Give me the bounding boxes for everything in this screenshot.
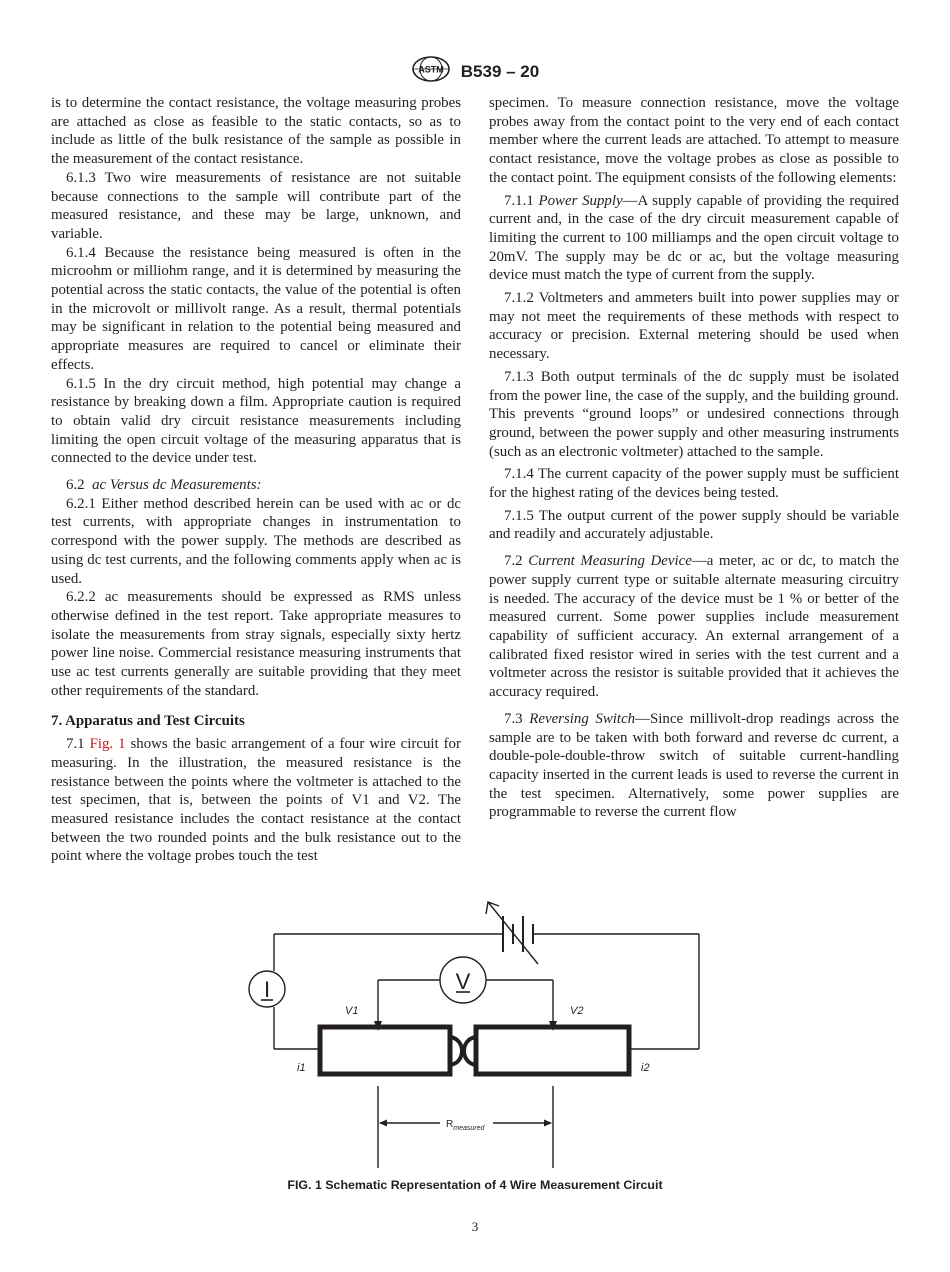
section-number: 7.1 bbox=[66, 736, 85, 753]
paragraph-6-2 bbox=[51, 476, 461, 495]
figure-link[interactable]: Fig. 1 bbox=[89, 736, 126, 753]
paragraph: is to determine the contact resistance, the voltage measuring probes are attached as close as feasible to the static contacts, so as to include as little of the bulk resistance of the sample as possible in the measurement of the contact resistance. bbox=[51, 95, 461, 168]
section-heading: 7. Apparatus and Test Circuits bbox=[51, 712, 245, 729]
ammeter-label: I bbox=[263, 977, 271, 1002]
paragraph-7-2 bbox=[489, 552, 899, 702]
r-measured-label bbox=[446, 1119, 485, 1132]
svg-text:ASTM: ASTM bbox=[418, 64, 444, 75]
paragraph-7-1-5: 7.1.5 The output current of the power supply should be variable and readily and accurately adjustable. bbox=[489, 507, 899, 543]
dimension-arrowhead-left bbox=[379, 1120, 387, 1127]
subsection-title: Current Measuring Device bbox=[528, 553, 692, 570]
figure-caption: FIG. 1 Schematic Representation of 4 Wire Measurement Circuit bbox=[287, 1178, 663, 1192]
i2-label: i2 bbox=[641, 1062, 650, 1074]
left-column bbox=[51, 94, 461, 866]
dimension-arrowhead-right bbox=[544, 1120, 552, 1127]
page-number: 3 bbox=[471, 1219, 479, 1234]
paragraph-6-2-2: 6.2.2 ac measurements should be expressed as RMS unless otherwise defined in the test report. Take appropriate measures to isolate the measurements from stray signals, especially sixty hertz power line noise. Commercial resistance measuring instruments that use ac test currents generally are suitable providing that they meet other requirements of the standard. bbox=[51, 589, 461, 699]
paragraph-text: shows the basic arrangement of a four wire circuit for measuring. In the illustration, the measured resistance is the resistance between the points where the voltmeter is attached to the test specimen, that is, between the points of V1 and V2. The measured resistance includes the contact resistance at the contact between the two rounded points and the bulk resistance out to the point where the voltage probes touch the test bbox=[51, 736, 461, 865]
paragraph-text: —Since millivolt-drop readings across the sample are to be taken with both forward and reverse dc current, a double-pole-double-throw switch of suitable current-handling capacity inserted in the current leads is used to reverse the current in the test specimen. Alternatively, some power supplies are programmable to reverse the current flow bbox=[489, 710, 899, 821]
astm-logo bbox=[411, 56, 451, 87]
page-header bbox=[0, 56, 950, 82]
r-symbol: R bbox=[446, 1119, 454, 1130]
subsection-title: Power Supply bbox=[538, 192, 623, 209]
v1-label: V1 bbox=[345, 1005, 359, 1017]
paragraph-6-1-5: 6.1.5 In the dry circuit method, high potential may change a resistance by breaking down a film. Appropriate caution is required to obtain valid dry circuit resistance measurements including limiting the open circuit voltage of the measuring apparatus that is connected to the device under test. bbox=[51, 375, 461, 467]
voltmeter-label: V bbox=[455, 969, 471, 994]
contact-block-left bbox=[320, 1027, 450, 1074]
paragraph-7-3 bbox=[489, 710, 899, 822]
paragraph-text: —a meter, ac or dc, to match the power supply current type or suitable alternate measuring circuitry is needed. The accuracy of the device must be 1 % or better of the measured current. Some power supplies include measurement capability of sufficient accuracy. An external arrangement of a calibrated fixed resistor wired in series with the test current and a voltmeter across the resistor is suitable provided that it achieves the accuracy required. bbox=[489, 553, 899, 701]
document-number: B539 – 20 bbox=[460, 61, 540, 81]
paragraph-7-1-2: 7.1.2 Voltmeters and ammeters built into power supplies may or may not meet the requirements of these methods with respect to accuracy or precision. External metering should be used when necessary. bbox=[489, 290, 899, 363]
subsection-title: ac Versus dc Measurements: bbox=[92, 477, 262, 494]
paragraph-7-1-3: 7.1.3 Both output terminals of the dc supply must be isolated from the power line, the case of the supply, and the building ground. This prevents “ground loops” or undesired connections through ground, between the power supply and other measuring instruments (such as an electronic voltmeter) attached to the sample. bbox=[489, 368, 899, 460]
section-number: 7.2 bbox=[504, 553, 523, 570]
paragraph-6-2-1: 6.2.1 Either method described herein can be used with ac or dc test currents, with appropriate changes in instrumentation to correspond with the power supply. The methods are described as using dc test currents, and the following comments apply when ac is used. bbox=[51, 495, 461, 587]
paragraph-7-1-1 bbox=[489, 192, 899, 286]
section-number: 7.3 bbox=[504, 710, 523, 727]
v2-label: V2 bbox=[570, 1005, 584, 1017]
i1-label: i1 bbox=[297, 1062, 306, 1074]
circuit-diagram bbox=[0, 890, 950, 1180]
section-number: 7.1.1 bbox=[504, 192, 534, 209]
paragraph-7-1 bbox=[51, 735, 461, 866]
variable-arrow-line bbox=[488, 902, 538, 964]
section-number: 6.2 bbox=[66, 477, 85, 494]
paragraph-6-1-3: 6.1.3 Two wire measurements of resistance are not suitable because connections to the sample will contribute part of the measured resistance, and these may be large, unknown, and variable. bbox=[51, 169, 461, 242]
paragraph-text: —A supply capable of providing the required current and, in the case of the dry circuit measurement capable of limiting the current to 100 milliamps and the open circuit voltage to 20mV. The supply may be dc or ac, but the voltage measuring device must match the type of current from the supply. bbox=[489, 192, 899, 284]
right-column bbox=[489, 94, 899, 822]
paragraph-7-1-4: 7.1.4 The current capacity of the power supply must be sufficient for the highest rating of the devices being tested. bbox=[489, 466, 899, 502]
paragraph-6-1-4: 6.1.4 Because the resistance being measured is often in the microohm or milliohm range, and it is determined by measuring the potential across the static contacts, the value of the potential is often in the microvolt or millivolt range. As a result, thermal potentials may be significant in relation to the potential being measured and appropriate measures are required to cancel or eliminate their effects. bbox=[51, 244, 461, 373]
figure-1 bbox=[0, 890, 950, 1180]
paragraph: specimen. To measure connection resistance, move the voltage probes away from the contact point to the very end of each contact member where the current leads are attached. To attempt to measure contact resistance, move the voltage probes as close as possible to the contact point. The equipment consists of the following elements: bbox=[489, 95, 899, 186]
contact-block-right bbox=[476, 1027, 629, 1074]
subsection-title: Reversing Switch bbox=[529, 710, 636, 727]
r-subscript: measured bbox=[453, 1125, 485, 1132]
